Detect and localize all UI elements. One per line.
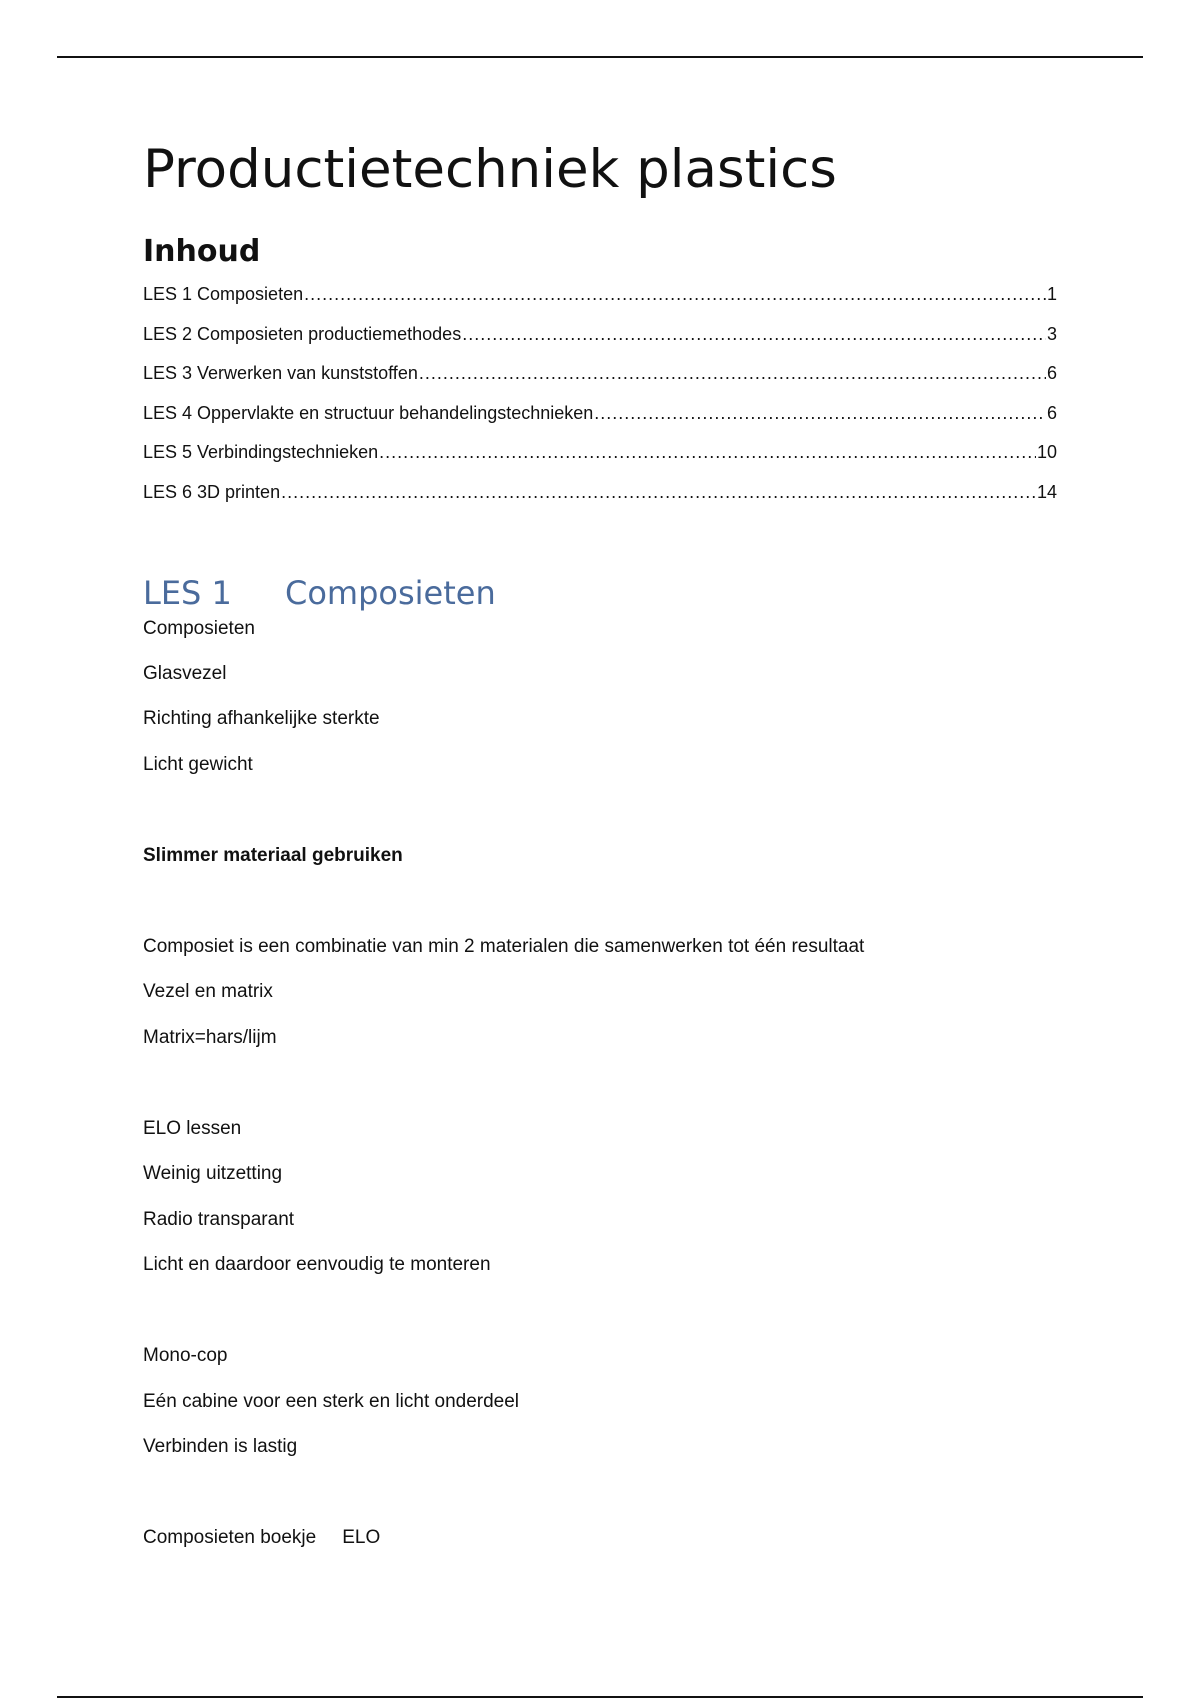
- toc-entry-les-1[interactable]: [143, 283, 1057, 323]
- toc-entry-page: 6: [1046, 402, 1057, 423]
- toc-entry-page: 6: [1046, 363, 1057, 383]
- toc-dot-leader: [462, 323, 1046, 345]
- section-number: LES 1: [143, 574, 232, 612]
- toc-entry-les-6[interactable]: [143, 481, 1057, 521]
- body-line-part: ELO: [342, 1527, 381, 1548]
- body-line: [143, 1526, 380, 1550]
- body-line: Composieten: [143, 618, 255, 639]
- toc-dot-leader: [379, 441, 1036, 463]
- toc-entry-label: LES 3 Verwerken van kunststoffen: [143, 363, 418, 383]
- toc-entry-les-3[interactable]: [143, 362, 1057, 402]
- section-title: Composieten: [285, 574, 496, 612]
- body-line: Licht gewicht: [143, 754, 253, 775]
- toc-entry-label: LES 1 Composieten: [143, 284, 304, 304]
- body-line: Licht en daardoor eenvoudig te monteren: [143, 1254, 491, 1275]
- body-line: Composiet is een combinatie van min 2 materialen die samenwerken tot één resultaat: [143, 936, 865, 957]
- table-of-contents: [143, 283, 1057, 520]
- toc-entry-label: LES 4 Oppervlakte en structuur behandelingstechnieken: [143, 402, 594, 423]
- toc-entry-label: LES 5 Verbindingstechnieken: [143, 442, 379, 462]
- body-subheading: Slimmer materiaal gebruiken: [143, 845, 403, 866]
- toc-dot-leader: [304, 283, 1046, 305]
- body-line: Radio transparant: [143, 1209, 295, 1230]
- body-line: Vezel en matrix: [143, 981, 273, 1002]
- toc-dot-leader: [281, 481, 1036, 503]
- body-line-part: Composieten boekje: [143, 1527, 317, 1548]
- body-line: Weinig uitzetting: [143, 1163, 283, 1184]
- toc-entry-page: 14: [1036, 481, 1057, 502]
- toc-entry-page: 1: [1046, 284, 1057, 304]
- body-line: Mono-cop: [143, 1345, 228, 1366]
- body-line: Matrix=hars/lijm: [143, 1027, 277, 1048]
- toc-entry-label: LES 6 3D printen: [143, 481, 281, 502]
- toc-dot-leader: [594, 402, 1046, 424]
- toc-entry-les-5[interactable]: [143, 441, 1057, 481]
- toc-dot-leader: [419, 362, 1046, 384]
- body-line: Richting afhankelijke sterkte: [143, 708, 380, 729]
- toc-entry-page: 3: [1046, 323, 1057, 344]
- body-line: Glasvezel: [143, 663, 227, 684]
- document-title: Productietechniek plastics: [143, 139, 837, 200]
- body-line: Verbinden is lastig: [143, 1436, 298, 1457]
- toc-heading: Inhoud: [143, 234, 261, 269]
- toc-entry-les-2[interactable]: [143, 323, 1057, 363]
- toc-entry-label: LES 2 Composieten productiemethodes: [143, 323, 462, 344]
- footer-rule: [57, 1696, 1143, 1698]
- header-rule: [57, 56, 1143, 58]
- body-line: Eén cabine voor een sterk en licht onderdeel: [143, 1391, 520, 1412]
- body-line: ELO lessen: [143, 1118, 242, 1139]
- toc-entry-les-4[interactable]: [143, 402, 1057, 442]
- toc-entry-page: 10: [1036, 442, 1057, 462]
- section-heading-les-1: [143, 573, 496, 613]
